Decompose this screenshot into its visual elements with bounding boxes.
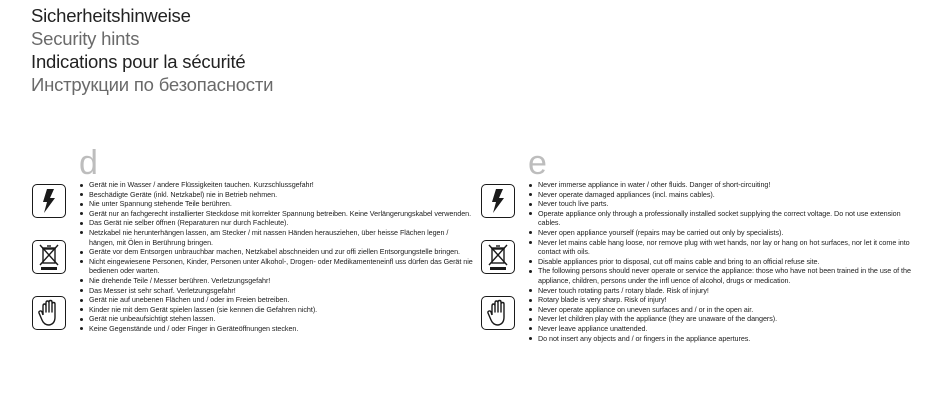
safety-item: Gerät nie unbeaufsichtigt stehen lassen. <box>79 314 474 324</box>
safety-item: Operate appliance only through a professionally installed socket supplying the correct voltage. Do not use extension cables. <box>528 209 918 228</box>
safety-item: Beschädigte Geräte (inkl. Netzkabel) nie in Betrieb nehmen. <box>79 190 474 200</box>
safety-item: Never let mains cable hang loose, nor remove plug with wet hands, nor lay or hang on hot surfaces, nor let it come into contact with oils. <box>528 238 918 257</box>
language-letter-en: e <box>528 144 547 182</box>
safety-item: The following persons should never operate or service the appliance: those who have not been trained in the use of the appliance, children, persons under the infl uence of alcohol, drugs or medication. <box>528 266 918 285</box>
safety-list-de <box>79 180 474 334</box>
safety-item: Never let children play with the appliance (they are unaware of the dangers). <box>528 314 918 324</box>
safety-item: Never touch rotating parts / rotary blade. Risk of injury! <box>528 286 918 296</box>
safety-item: Never touch live parts. <box>528 199 918 209</box>
safety-item: Never operate damaged appliances (incl. mains cables). <box>528 190 918 200</box>
safety-item: Nie unter Spannung stehende Teile berühren. <box>79 199 474 209</box>
safety-item: Keine Gegenstände und / oder Finger in Geräteöffnungen stecken. <box>79 324 474 334</box>
safety-item: Netzkabel nie herunterhängen lassen, am Stecker / mit nassen Händen herausziehen, über heisse Flächen legen / hängen, mit Ölen in Berührung bringen. <box>79 228 474 247</box>
hand-stop-icon <box>32 296 66 330</box>
safety-item: Nicht eingewiesene Personen, Kinder, Personen unter Alkohol-, Drogen- oder Medikamenteneinfl uss dürfen das Gerät nie bedienen oder warten. <box>79 257 474 276</box>
icon-column-en <box>481 184 515 352</box>
safety-item: Gerät nie auf unebenen Flächen und / oder im Freien betreiben. <box>79 295 474 305</box>
crossed-bin-icon <box>481 240 515 274</box>
safety-item: Do not insert any objects and / or fingers in the appliance apertures. <box>528 334 918 344</box>
safety-list-en <box>528 180 918 343</box>
safety-item: Das Gerät nie selber öffnen (Reparaturen nur durch Fachleute). <box>79 218 474 228</box>
title-fr: Indications pour la sécurité <box>31 51 246 72</box>
title-de: Sicherheitshinweise <box>31 5 191 26</box>
safety-item: Never operate appliance on uneven surfaces and / or in the open air. <box>528 305 918 315</box>
title-block <box>31 4 273 96</box>
safety-item: Never leave appliance unattended. <box>528 324 918 334</box>
hand-stop-icon <box>481 296 515 330</box>
safety-item: Gerät nie in Wasser / andere Flüssigkeiten tauchen. Kurzschlussgefahr! <box>79 180 474 190</box>
safety-item: Never open appliance yourself (repairs may be carried out only by specialists). <box>528 228 918 238</box>
safety-item: Never immerse appliance in water / other fluids. Danger of short-circuiting! <box>528 180 918 190</box>
safety-item: Das Messer ist sehr scharf. Verletzungsgefahr! <box>79 286 474 296</box>
safety-item: Gerät nur an fachgerecht installierter Steckdose mit korrekter Spannung betreiben. Keine Verlängerungskabel verwenden. <box>79 209 474 219</box>
crossed-bin-icon <box>32 240 66 274</box>
title-en: Security hints <box>31 28 140 49</box>
safety-item: Kinder nie mit dem Gerät spielen lassen (sie kennen die Gefahren nicht). <box>79 305 474 315</box>
safety-item: Geräte vor dem Entsorgen unbrauchbar machen, Netzkabel abschneiden und zur offi ziellen Entsorgungstelle bringen. <box>79 247 474 257</box>
safety-item: Disable appliances prior to disposal, cut off mains cable and bring to an official refuse site. <box>528 257 918 267</box>
title-ru: Инструкции по безопасности <box>31 74 274 95</box>
safety-item: Rotary blade is very sharp. Risk of injury! <box>528 295 918 305</box>
safety-item: Nie drehende Teile / Messer berühren. Verletzungsgefahr! <box>79 276 474 286</box>
icon-column-de <box>32 184 66 352</box>
lightning-warning-icon <box>32 184 66 218</box>
lightning-warning-icon <box>481 184 515 218</box>
language-letter-de: d <box>79 144 98 182</box>
